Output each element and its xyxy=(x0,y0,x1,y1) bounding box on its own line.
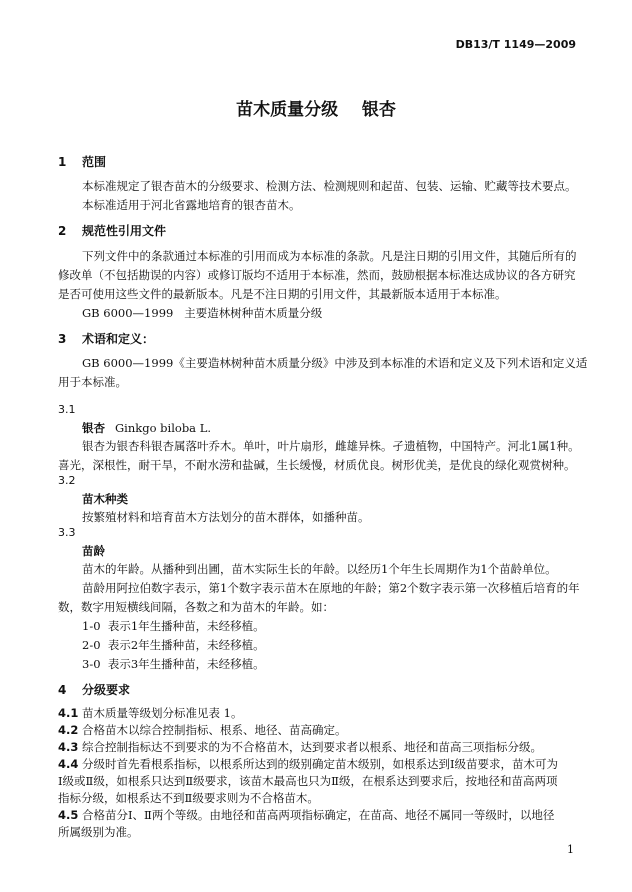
paragraph-line: 下列文件中的条款通过本标准的引用而成为本标准的条款。凡是注日期的引用文件，其随后所有的 xyxy=(82,249,577,263)
section-4-heading xyxy=(58,681,130,698)
paragraph-line: 修改单（不包括勘误的内容）或修订版均不适用于本标准，然而，鼓励根据本标准达成协议的各方研究 xyxy=(58,268,576,282)
paragraph: 本标准规定了银杏苗木的分级要求、检测方法、检测规则和起苗、包装、运输、贮藏等技术要点。 xyxy=(82,179,577,193)
section-title: 范围 xyxy=(82,155,107,169)
paragraph-line: GB 6000—1999《主要造林树种苗木质量分级》中涉及到本标准的术语和定义及下列术语和定义适 xyxy=(82,356,588,370)
standard-code: DB13/T 1149—2009 xyxy=(455,38,576,51)
requirement-text: 综合控制指标达不到要求的为不合格苗木，达到要求者以根系、地径和苗高三项指标分级。 xyxy=(82,740,542,754)
requirement-number: 4.5 xyxy=(58,808,79,822)
term-name: 苗龄 xyxy=(82,544,105,558)
requirement-item xyxy=(58,739,542,756)
page-title: 苗木质量分级 银杏 xyxy=(236,100,396,120)
section-3-heading xyxy=(58,330,154,347)
term-number: 3.1 xyxy=(58,403,76,416)
term-number: 3.2 xyxy=(58,474,76,487)
example-item: 3-0 表示3年生播种苗，未经移植。 xyxy=(82,657,265,671)
paragraph-line: 用于本标准。 xyxy=(58,375,127,389)
requirement-item xyxy=(58,705,242,722)
requirement-number: 4.2 xyxy=(58,723,79,737)
definition-line: 按繁殖材料和培育苗木方法划分的苗木群体，如播种苗。 xyxy=(82,510,370,524)
section-title: 分级要求 xyxy=(82,683,131,697)
paragraph-line: 是否可使用这些文件的最新版本。凡是不注日期的引用文件，其最新版本适用于本标准。 xyxy=(58,287,507,301)
section-number: 1 xyxy=(58,155,67,169)
section-title: 规范性引用文件 xyxy=(82,224,167,238)
requirement-item xyxy=(58,807,554,824)
section-1-heading xyxy=(58,153,106,170)
example-item: 1-0 表示1年生播种苗，未经移植。 xyxy=(82,619,265,633)
term-number: 3.3 xyxy=(58,526,76,539)
definition-line: 喜光，深根性，耐干旱，不耐水涝和盐碱，生长缓慢，材质优良。树形优美，是优良的绿化观赏树种。 xyxy=(58,458,576,472)
section-number: 2 xyxy=(58,224,67,238)
requirement-number: 4.1 xyxy=(58,706,79,720)
requirement-number: 4.4 xyxy=(58,757,79,771)
requirement-item xyxy=(58,756,558,773)
page-number: 1 xyxy=(567,843,574,856)
paragraph: 本标准适用于河北省露地培育的银杏苗木。 xyxy=(82,198,301,212)
section-number: 4 xyxy=(58,683,67,697)
definition-line: 银杏为银杏科银杏属落叶乔木。单叶，叶片扇形，雌雄异株。孑遗植物，中国特产。河北1属1种。 xyxy=(82,439,580,453)
term-name: 苗木种类 xyxy=(82,492,128,506)
requirement-number: 4.3 xyxy=(58,740,79,754)
term-latin: Ginkgo biloba L. xyxy=(115,421,211,435)
requirement-line: 指标分级，如根系达不到Ⅱ级要求则为不合格苗木。 xyxy=(58,791,319,805)
definition-line: 苗龄用阿拉伯数字表示，第1个数字表示苗木在原地的年龄；第2个数字表示第一次移植后培育的年 xyxy=(82,581,580,595)
section-title: 术语和定义： xyxy=(82,332,155,346)
term-chinese: 银杏 xyxy=(82,421,105,435)
requirement-text: 分级时首先看根系指标，以根系所达到的级别确定苗木级别，如根系达到Ⅰ级苗要求，苗木可为 xyxy=(82,757,559,771)
requirement-line: Ⅰ级或Ⅱ级，如根系只达到Ⅱ级要求，该苗木最高也只为Ⅱ级，在根系达到要求后，按地径和苗高两项 xyxy=(58,774,558,788)
requirement-item xyxy=(58,722,347,739)
example-item: 2-0 表示2年生播种苗，未经移植。 xyxy=(82,638,265,652)
requirement-line: 所属级别为准。 xyxy=(58,825,139,839)
section-number: 3 xyxy=(58,332,67,346)
term-name xyxy=(82,420,211,436)
definition-line: 数，数字用短横线间隔，各数之和为苗木的年龄。如： xyxy=(58,600,334,614)
requirement-text: 苗木质量等级划分标准见表 1。 xyxy=(82,706,243,720)
section-2-heading xyxy=(58,222,166,239)
requirement-text: 合格苗分Ⅰ、Ⅱ两个等级。由地径和苗高两项指标确定，在苗高、地径不属同一等级时，以地径 xyxy=(82,808,555,822)
reference-item: GB 6000—1999 主要造林树种苗木质量分级 xyxy=(82,306,323,320)
requirement-text: 合格苗木以综合控制指标、根系、地径、苗高确定。 xyxy=(82,723,347,737)
definition-line: 苗木的年龄。从播种到出圃，苗木实际生长的年龄。以经历1个年生长周期作为1个苗龄单位。 xyxy=(82,562,557,576)
